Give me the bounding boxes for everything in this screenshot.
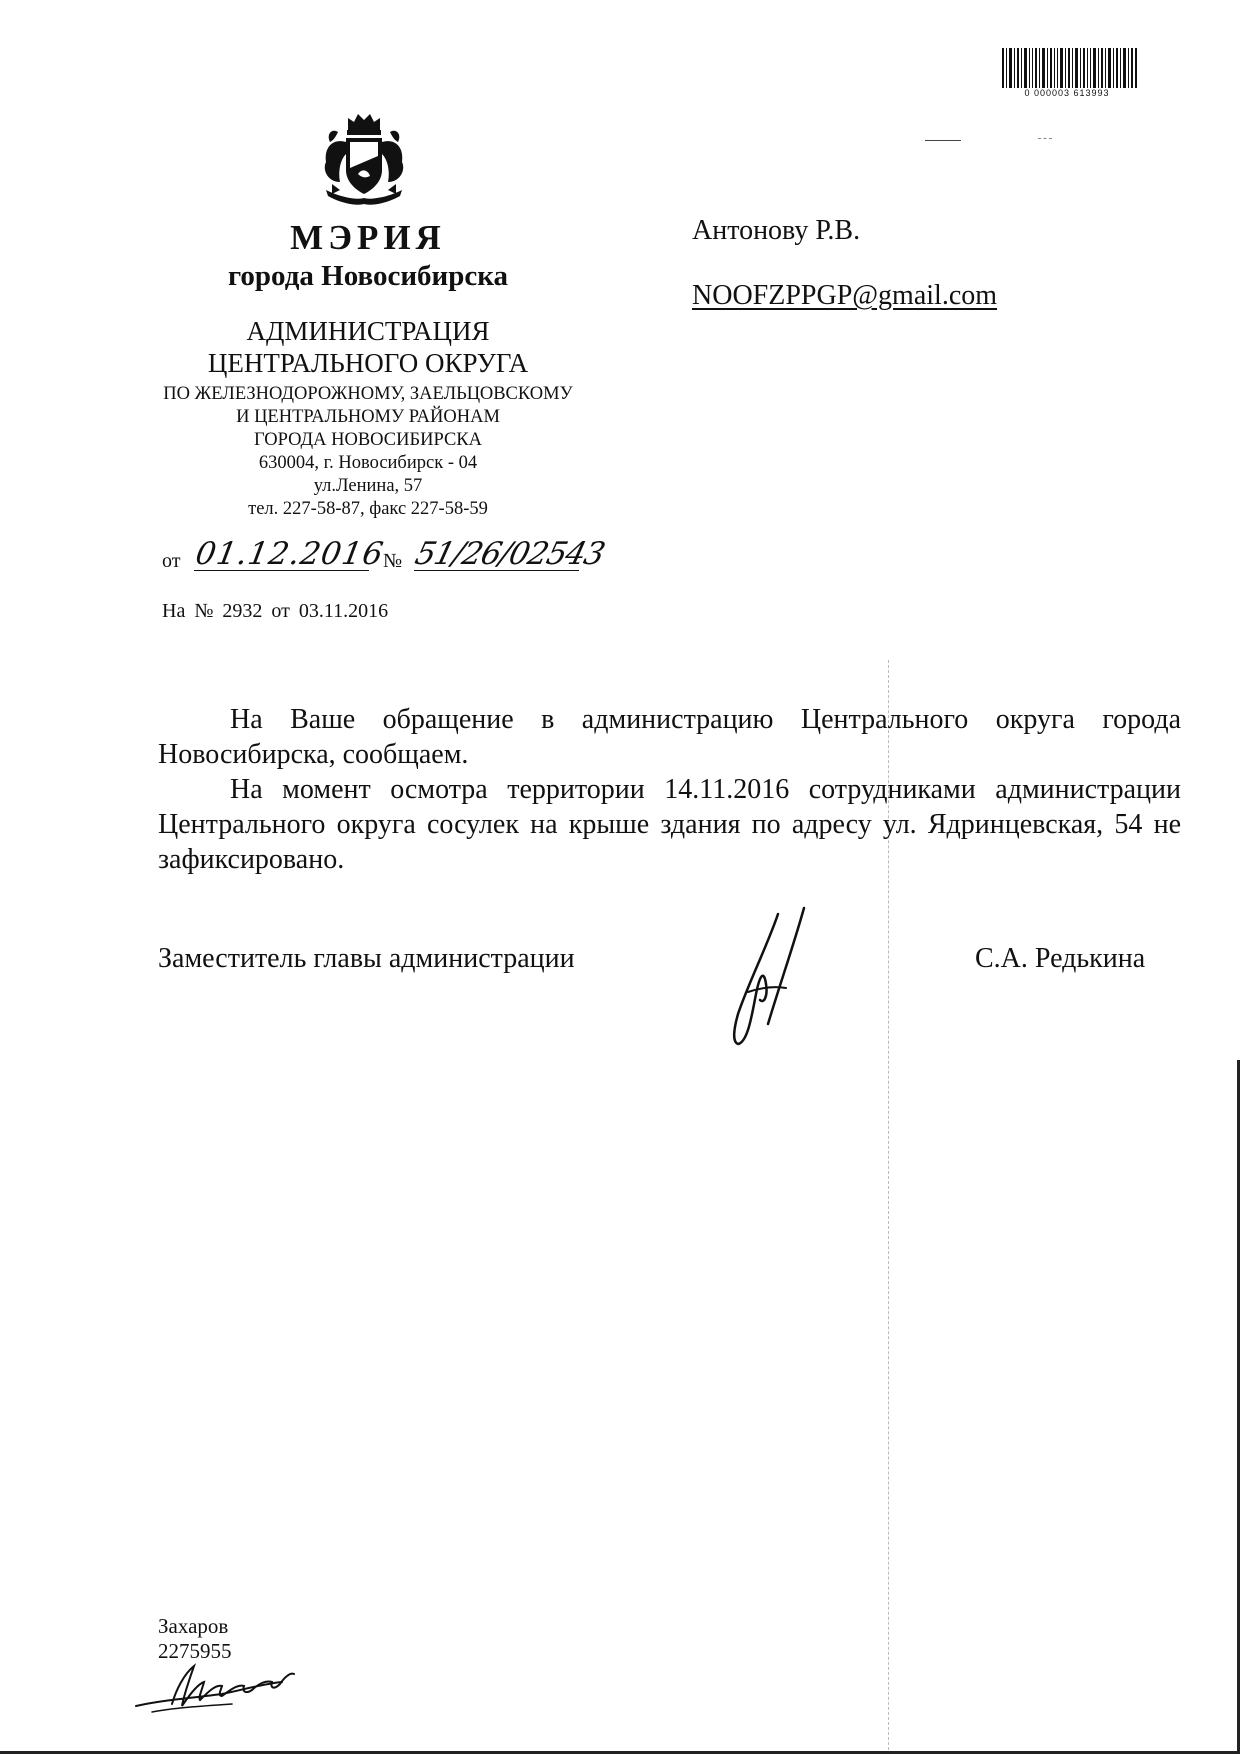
signer-name: С.А. Редькина [975,943,1146,974]
date-label: от [162,550,181,572]
admin-line: И ЦЕНТРАЛЬНОМУ РАЙОНАМ [236,407,500,427]
scan-mark [1038,138,1052,139]
executor-phone: 2275955 [158,1639,232,1663]
letter-body [158,702,1181,877]
barcode [1002,48,1138,90]
address-line: 630004, г. Новосибирск - 04 [258,453,478,473]
org-title: МЭРИЯ [290,218,446,257]
phone-line: тел. 227-58-87, факс 227-58-59 [248,499,488,519]
signer-title: Заместитель главы администрации [158,943,575,974]
reference-line: На № 2932 от 03.11.2016 [162,600,389,622]
body-paragraph: На Ваше обращение в администрацию Центрального округа города Новосибирска, сообщаем. [158,704,1181,770]
scan-mark [925,140,961,141]
barcode-number: 0 000003 613993 [1024,88,1110,98]
address-line: ул.Ленина, 57 [313,476,423,496]
admin-line: ПО ЖЕЛЕЗНОДОРОЖНОМУ, ЗАЕЛЬЦОВСКОМУ [163,384,573,404]
signature-icon [708,904,818,1049]
executor-signature-icon [132,1654,312,1718]
recipient-name: Антонову Р.В. [692,215,861,246]
body-paragraph: На момент осмотра территории 14.11.2016 сотрудниками администрации Центрального округа сосулек на крыше здания по адресу ул. Ядринцевская, 54 не зафиксировано. [158,774,1181,875]
handwritten-date: 01.12.2016 [192,536,387,572]
recipient-email: NOOFZPPGP@gmail.com [692,280,998,311]
admin-line: ЦЕНТРАЛЬНОГО ОКРУГА [207,348,529,378]
org-city: города Новосибирска [227,260,509,292]
admin-line: ГОРОДА НОВОСИБИРСКА [253,430,483,450]
admin-line: АДМИНИСТРАЦИЯ [246,316,490,346]
number-label: № [383,550,403,572]
handwritten-number: 51/26/02543 [411,536,608,572]
novosibirsk-coat-of-arms-icon [318,112,410,208]
executor-name: Захаров [158,1614,229,1638]
